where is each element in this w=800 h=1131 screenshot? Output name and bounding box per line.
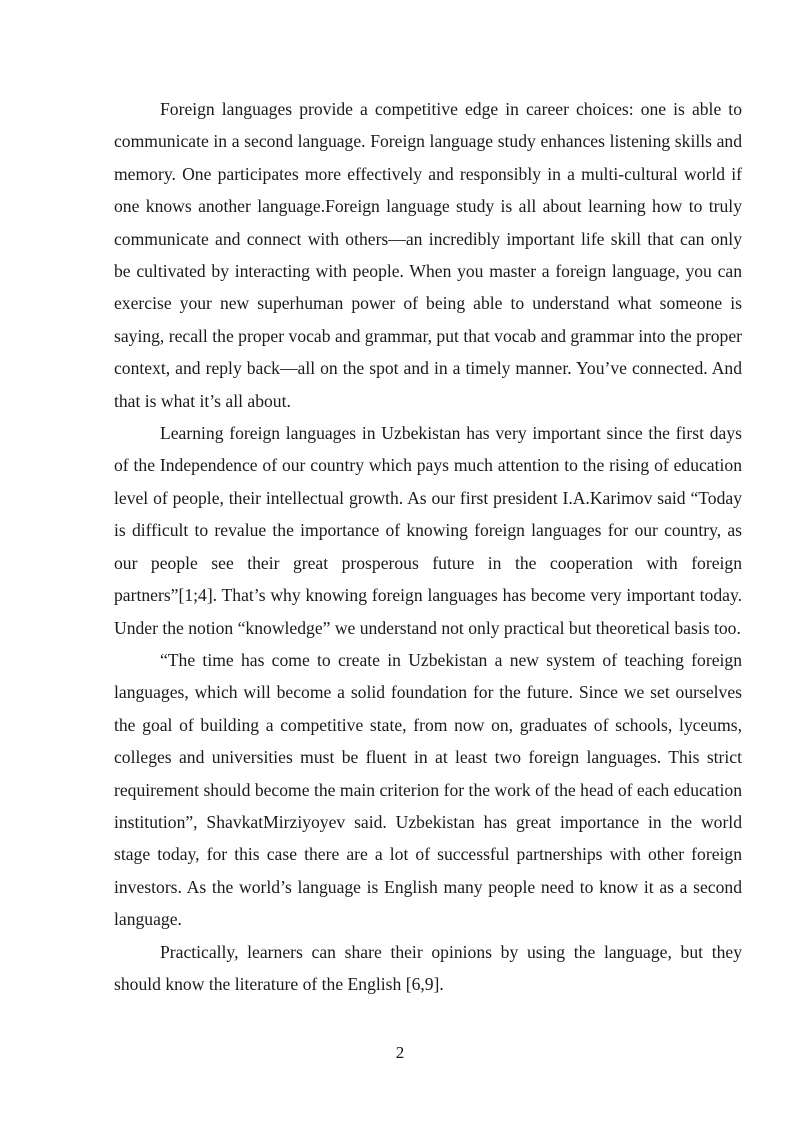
body-text [114,93,742,1000]
paragraph-career-advantages: Foreign languages provide a competitive edge in career choices: one is able to communicate in a second language. Foreign language study enhances listening skills and memory. One participates more effectively and responsibly in a multi-cultural world if one knows another language.Foreign language study is all about learning how to truly communicate and connect with others—an incredibly important life skill that can only be cultivated by interacting with people. When you master a foreign language, you can exercise your new superhuman power of being able to understand what someone is saying, recall the proper vocab and grammar, put that vocab and grammar into the proper context, and reply back—all on the spot and in a timely manner. You’ve connected. And that is what it’s all about. [114,99,742,411]
page-number: 2 [395,1043,405,1062]
paragraph-literature: Practically, learners can share their opinions by using the language, but they should know the literature of the English [6,9]. [114,941,742,994]
paragraph-uzbekistan-independence: Learning foreign languages in Uzbekistan has very important since the first days of the Independence of our country which pays much attention to the rising of education level of people, their intellectual growth. As our first president I.A.Karimov said “Today is difficult to revalue the importance of knowing foreign languages for our country, as our people see their great prosperous future in the cooperation with foreign partners”[1;4]. That’s why knowing foreign languages has become very important today. Under the notion “knowledge” we understand not only practical but theoretical basis too. [114,423,742,638]
paragraph-mirziyoyev-quote: “The time has come to create in Uzbekistan a new system of teaching foreign languages, which will become a solid foundation for the future. Since we set ourselves the goal of building a competitive state, from now on, graduates of schools, lyceums, colleges and universities must be fluent in at least two foreign languages. This strict requirement should become the main criterion for the work of the head of each education institution”, ShavkatMirziyoyev said. Uzbekistan has great importance in the world stage today, for this case there are a lot of successful partnerships with other foreign investors. As the world’s language is English many people need to know it as a second language. [114,649,742,930]
